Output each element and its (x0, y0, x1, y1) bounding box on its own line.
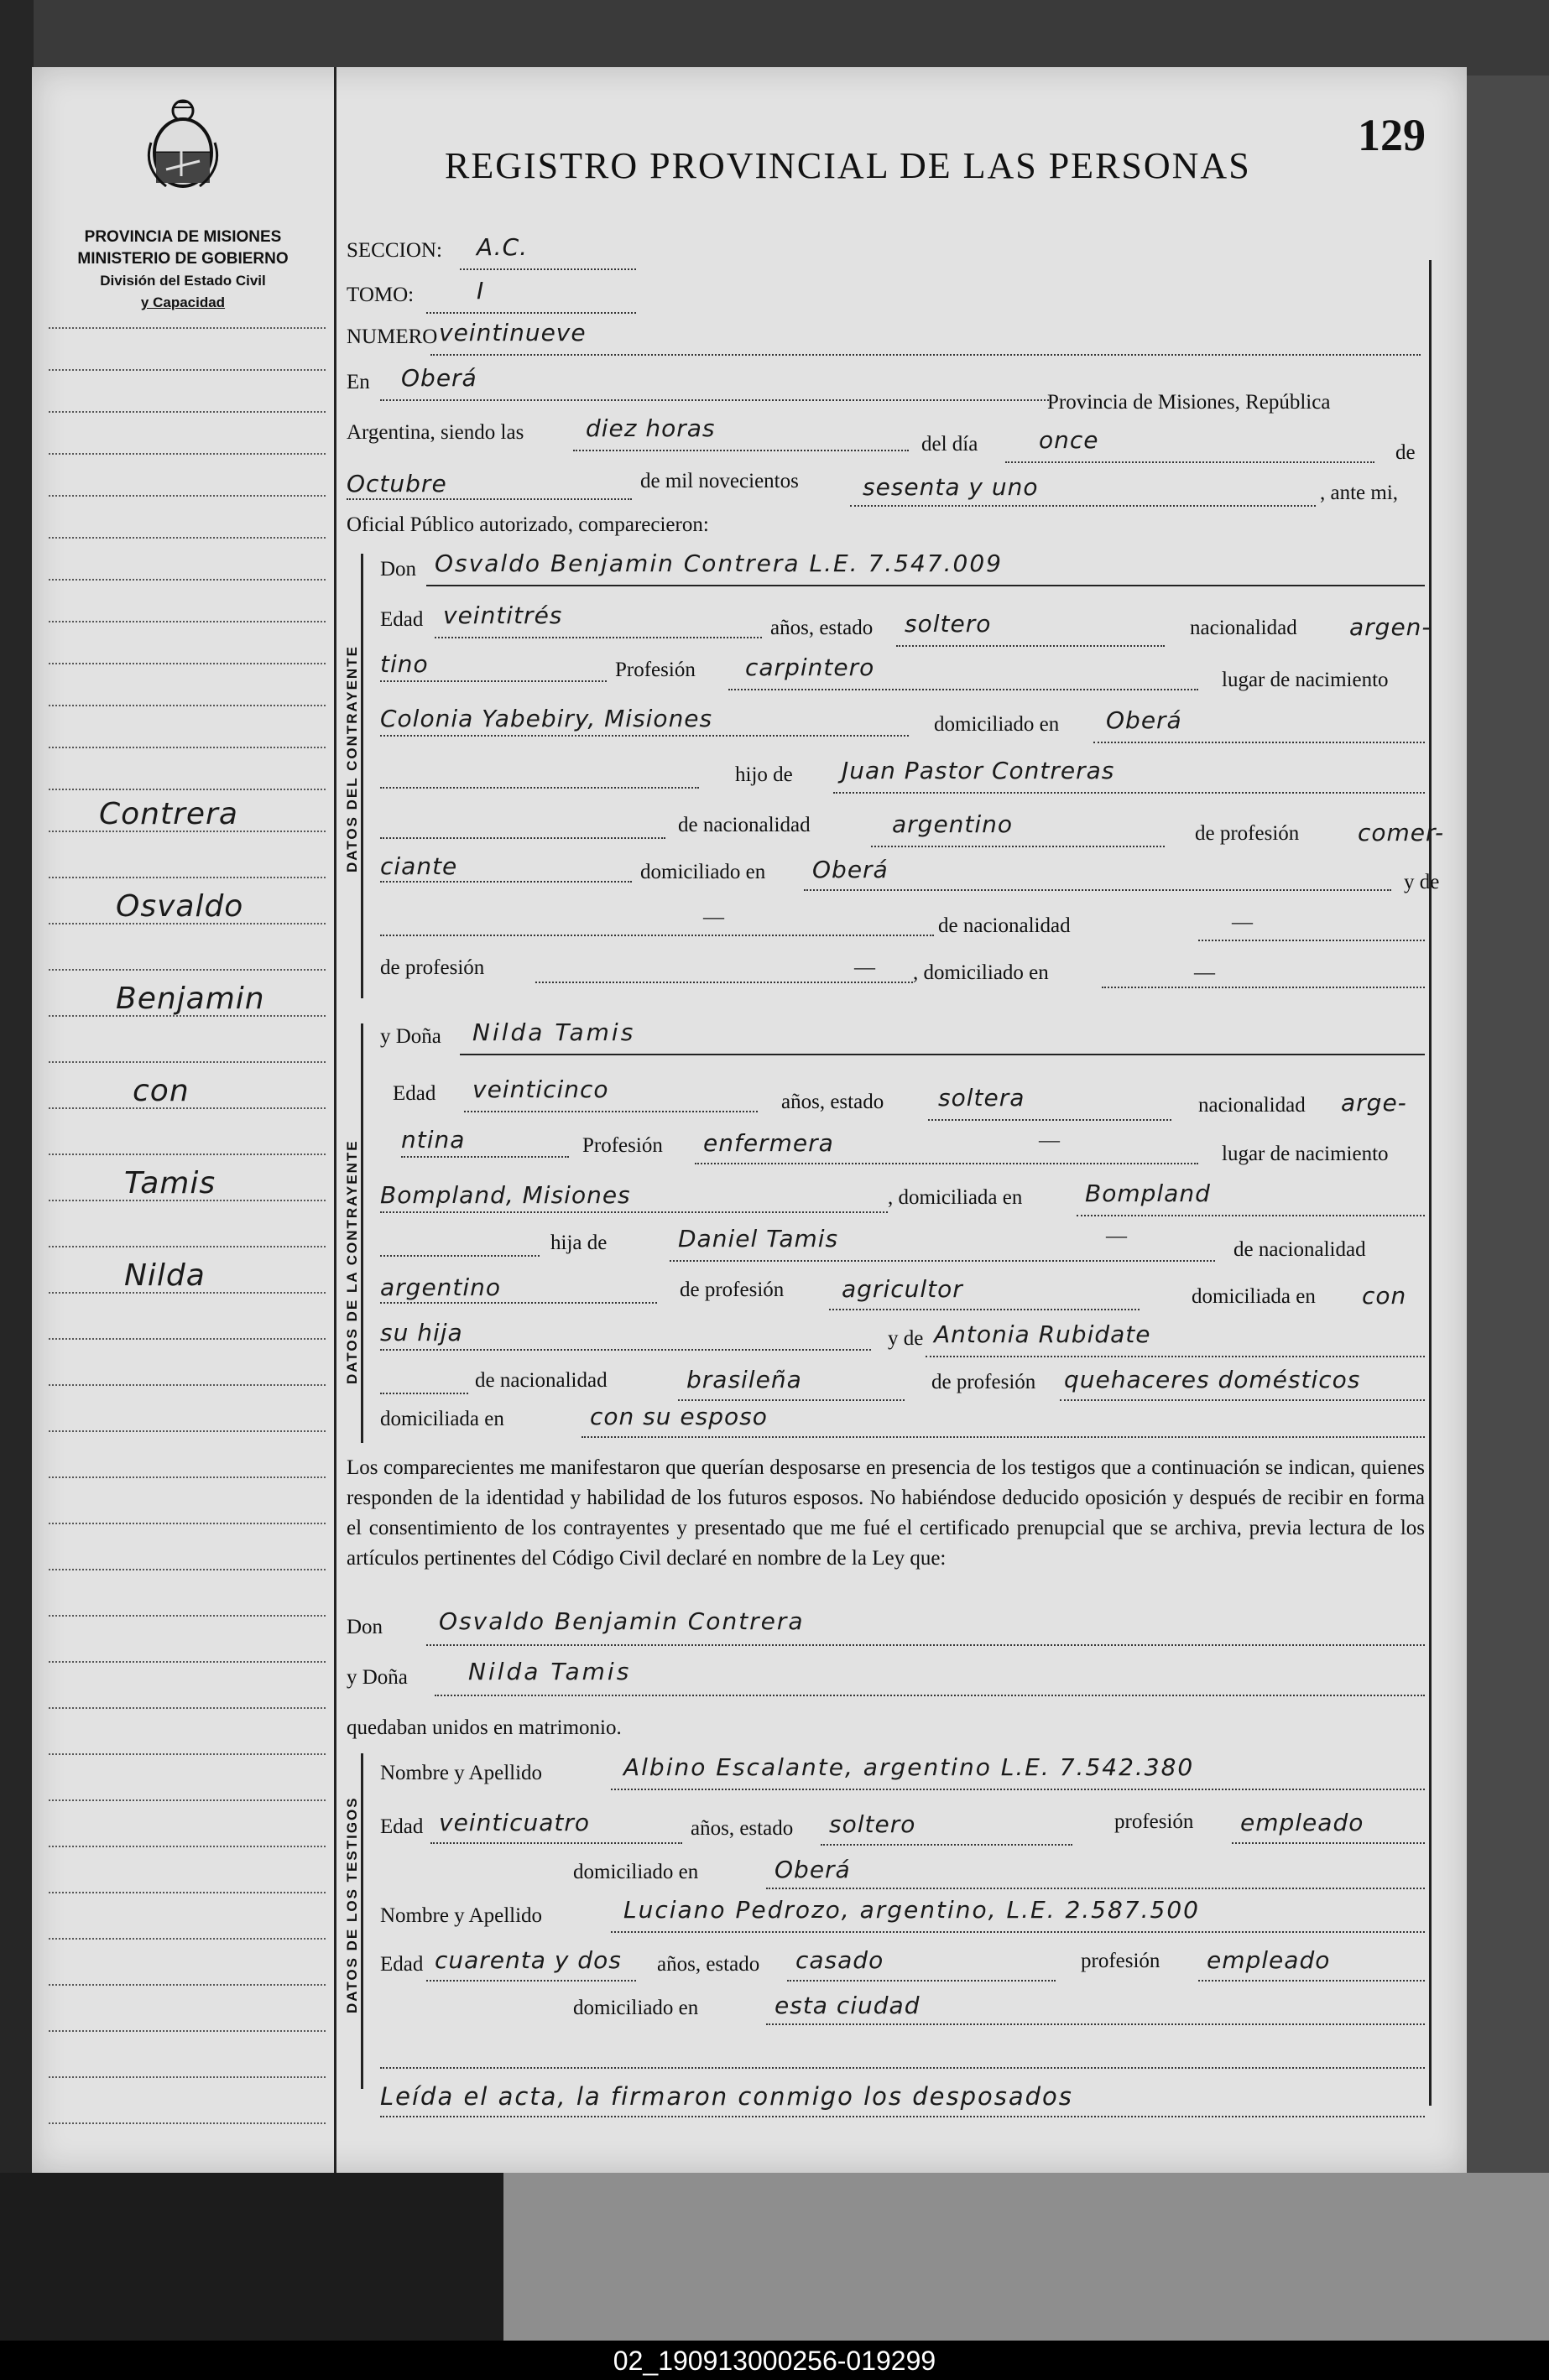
bride-mother-nacionalidad: brasileña (686, 1366, 802, 1393)
contrayente-section-label: DATOS DEL CONTRAYENTE (344, 645, 360, 872)
argentina-text: Argentina, siendo las (347, 421, 524, 444)
bride-father-domiciliada-label: domiciliada en (1192, 1285, 1316, 1308)
witness2-profesion: empleado (1207, 1946, 1331, 1974)
witness2-name: Luciano Pedrozo, argentino, L.E. 2.587.500 (623, 1896, 1200, 1924)
groom-father-profesion-2: ciante (380, 852, 458, 880)
groom-father-profesion-1: comer- (1358, 819, 1445, 846)
groom-father-nacionalidad: argentino (892, 810, 1014, 838)
bride-estado-value: soltera (938, 1084, 1025, 1112)
bride-mother-profesion-label: de profesión (931, 1371, 1036, 1393)
tomo-label: TOMO: (347, 284, 415, 306)
witness1-estado: soltero (829, 1810, 916, 1838)
groom-name: Osvaldo Benjamin Contrera L.E. 7.547.009 (435, 549, 1003, 577)
provincia-text: Provincia de Misiones, República (1047, 391, 1331, 414)
contrayente-bracket (361, 554, 363, 998)
bride-mother-domicilio: con su esposo (590, 1403, 768, 1430)
groom-y-de-label: y de (1404, 871, 1440, 893)
closing-note: Leída el acta, la firmaron conmigo los desposados (380, 2082, 1073, 2111)
witness1-profesion: empleado (1240, 1809, 1364, 1836)
groom-estado-value: soltero (905, 610, 992, 638)
witness2-estado: casado (795, 1946, 884, 1974)
anio-value: sesenta y uno (863, 473, 1039, 501)
groom-nacionalidad-value-2: tino (380, 650, 429, 678)
bride-dash-1: — (1039, 1129, 1060, 1152)
numero-value: veintinueve (439, 319, 587, 346)
witness1-name: Albino Escalante, argentino L.E. 7.542.380 (623, 1753, 1195, 1781)
scan-bottom-right (503, 2173, 1549, 2341)
testigos-bracket (361, 1753, 363, 2089)
page-number: 129 (1358, 110, 1426, 160)
witness1-domiciliado-label: domiciliado en (573, 1861, 699, 1883)
de-mil-label: de mil novecientos (640, 470, 799, 492)
ante-mi-label: , ante mi, (1320, 482, 1399, 504)
witness1-edad: veinticuatro (439, 1809, 590, 1836)
scan-top-edge (0, 0, 1549, 76)
groom-dash-2: — (1232, 911, 1253, 934)
testigos-section-label: DATOS DE LOS TESTIGOS (344, 1796, 360, 2013)
bride-father-name: Daniel Tamis (678, 1225, 839, 1252)
scan-bottom-left (0, 2173, 503, 2341)
declaration-groom-name: Osvaldo Benjamin Contrera (439, 1607, 805, 1635)
bride-mother-profesion: quehaceres domésticos (1064, 1366, 1361, 1393)
bride-nacionalidad-label: nacionalidad (1198, 1094, 1306, 1117)
mes-value: Octubre (347, 470, 447, 497)
bride-mother-nacionalidad-label: de nacionalidad (475, 1369, 608, 1392)
groom-father-profesion-label: de profesión (1195, 822, 1300, 845)
hora-value: diez horas (586, 414, 716, 442)
bride-name: Nilda Tamis (472, 1018, 636, 1046)
declaration-bride-name: Nilda Tamis (468, 1658, 632, 1685)
margin-column (32, 67, 336, 2173)
bride-profesion-label: Profesión (582, 1134, 663, 1157)
groom-mother-domicilio-label: , domiciliado en (913, 961, 1049, 984)
groom-domicilio-value: Oberá (1106, 706, 1182, 734)
margin-note-first-name: Osvaldo (116, 889, 244, 924)
register-page (32, 67, 1467, 2173)
groom-nacionalidad-value-1: argen- (1349, 613, 1432, 641)
contrayenta-bracket (361, 1023, 363, 1443)
bride-anios-label: años, estado (781, 1091, 884, 1113)
witness2-anios-label: años, estado (657, 1953, 760, 1976)
groom-mother-profesion-label: de profesión (380, 956, 485, 979)
oficial-text: Oficial Público autorizado, comparecieron: (347, 513, 709, 536)
office-line-division: División del Estado Civil (100, 273, 266, 289)
witness1-domicilio: Oberá (774, 1856, 851, 1883)
groom-lugar-label: lugar de nacimiento (1222, 669, 1389, 691)
groom-dash-4: — (1194, 961, 1215, 984)
dona-label: y Doña (380, 1025, 441, 1048)
bride-lugar-label: lugar de nacimiento (1222, 1143, 1389, 1165)
bride-nacionalidad-value-1: arge- (1341, 1089, 1407, 1117)
bride-father-domicilio-2: su hija (380, 1319, 463, 1346)
en-label: En (347, 371, 370, 393)
witness2-domicilio: esta ciudad (774, 1992, 921, 2019)
groom-profesion-label: Profesión (615, 659, 696, 681)
declaration-paragraph: Los comparecientes me manifestaron que querían desposarse en presencia de los testigos que a continuación se indican, quienes responden de la identidad y habilidad de los futuros esposos. No habiéndose deducido oposición y después de recibir en forma el consentimiento de los contrayentes y presentado que me fué el certificado prenupcial que se archiva, previa lectura de los artículos pertinentes del Código Civil declaré en nombre de la Ley que: (347, 1456, 1425, 1570)
bride-profesion-value: enfermera (703, 1129, 834, 1157)
groom-father-domicilio-label: domiciliado en (640, 861, 766, 883)
page-title: REGISTRO PROVINCIAL DE LAS PERSONAS (445, 145, 1251, 186)
margin-note-middle-name: Benjamin (116, 982, 265, 1016)
declaration-dona-label: y Doña (347, 1666, 408, 1689)
groom-dash-1: — (703, 906, 724, 929)
margin-note-con: con (133, 1074, 190, 1108)
groom-dash-3: — (854, 956, 875, 979)
bride-nacionalidad-value-2: ntina (401, 1126, 466, 1154)
bride-father-profesion-label: de profesión (680, 1279, 785, 1301)
bride-hija-label: hija de (550, 1232, 608, 1254)
witness1-profesion-label: profesión (1114, 1810, 1194, 1833)
tomo-value: I (477, 277, 485, 305)
scan-left-edge (0, 0, 34, 2380)
declaration-closing: quedaban unidos en matrimonio. (347, 1716, 622, 1739)
groom-nacionalidad-label: nacionalidad (1190, 617, 1297, 639)
de-label: de (1395, 441, 1416, 464)
groom-edad-label: Edad (380, 608, 424, 631)
witness2-nombre-label: Nombre y Apellido (380, 1904, 543, 1927)
bride-domicilio-value: Bompland (1085, 1180, 1211, 1207)
bride-father-domicilio-1: con (1362, 1282, 1407, 1310)
bride-edad-value: veinticinco (472, 1075, 609, 1103)
margin-note-surname: Contrera (99, 797, 238, 831)
groom-father-nacionalidad-label: de nacionalidad (678, 814, 811, 836)
bride-y-de-label: y de (888, 1327, 924, 1350)
groom-father-domicilio: Oberá (812, 856, 889, 883)
groom-hijo-label: hijo de (735, 763, 793, 786)
groom-anios-label: años, estado (770, 617, 874, 639)
witness1-anios-label: años, estado (691, 1817, 794, 1840)
witness1-nombre-label: Nombre y Apellido (380, 1762, 543, 1784)
bride-domiciliada-label: , domiciliada en (888, 1186, 1023, 1209)
seccion-label: SECCION: (347, 239, 442, 262)
numero-label: NUMERO (347, 325, 438, 348)
groom-mother-nacionalidad-label: de nacionalidad (938, 914, 1071, 937)
groom-profesion-value: carpintero (745, 654, 875, 681)
groom-father-name: Juan Pastor Contreras (842, 757, 1115, 784)
groom-edad-value: veintitrés (443, 602, 563, 629)
issuing-office (57, 227, 309, 314)
bride-father-nacionalidad: argentino (380, 1273, 502, 1301)
witness2-domiciliado-label: domiciliado en (573, 1997, 699, 2019)
seccion-value: A.C. (477, 233, 529, 261)
groom-domiciliado-label: domiciliado en (934, 713, 1060, 736)
don-label: Don (380, 558, 417, 581)
coat-of-arms-icon (141, 92, 225, 193)
file-caption: 02_190913000256-019299 (613, 2346, 936, 2376)
dia-value: once (1039, 426, 1099, 454)
margin-note-bride-surname: Tamis (124, 1166, 216, 1200)
declaration-don-label: Don (347, 1616, 383, 1638)
office-line-ministry: MINISTERIO DE GOBIERNO (77, 250, 289, 268)
bride-edad-label: Edad (393, 1082, 436, 1105)
right-frame-rule (1429, 260, 1432, 2106)
contrayenta-section-label: DATOS DE LA CONTRAYENTE (344, 1139, 360, 1384)
bride-dash-2: — (1106, 1225, 1127, 1247)
witness2-profesion-label: profesión (1081, 1950, 1160, 1972)
bride-mother-domiciliada-label: domiciliada en (380, 1408, 504, 1430)
groom-lugar-value: Colonia Yabebiry, Misiones (380, 705, 713, 732)
office-line-capacity: y Capacidad (140, 294, 226, 310)
margin-note-bride-name: Nilda (124, 1258, 206, 1293)
bride-father-nacionalidad-label: de nacionalidad (1233, 1238, 1366, 1261)
witness2-edad: cuarenta y dos (435, 1946, 622, 1974)
bride-father-profesion: agricultor (842, 1275, 963, 1303)
en-value: Oberá (401, 364, 477, 392)
office-line-province: PROVINCIA DE MISIONES (84, 228, 282, 246)
bride-lugar-value: Bompland, Misiones (380, 1181, 631, 1209)
witness2-edad-label: Edad (380, 1953, 424, 1976)
bride-mother-name: Antonia Rubidate (934, 1320, 1151, 1348)
witness1-edad-label: Edad (380, 1815, 424, 1838)
del-dia-label: del día (921, 433, 978, 456)
